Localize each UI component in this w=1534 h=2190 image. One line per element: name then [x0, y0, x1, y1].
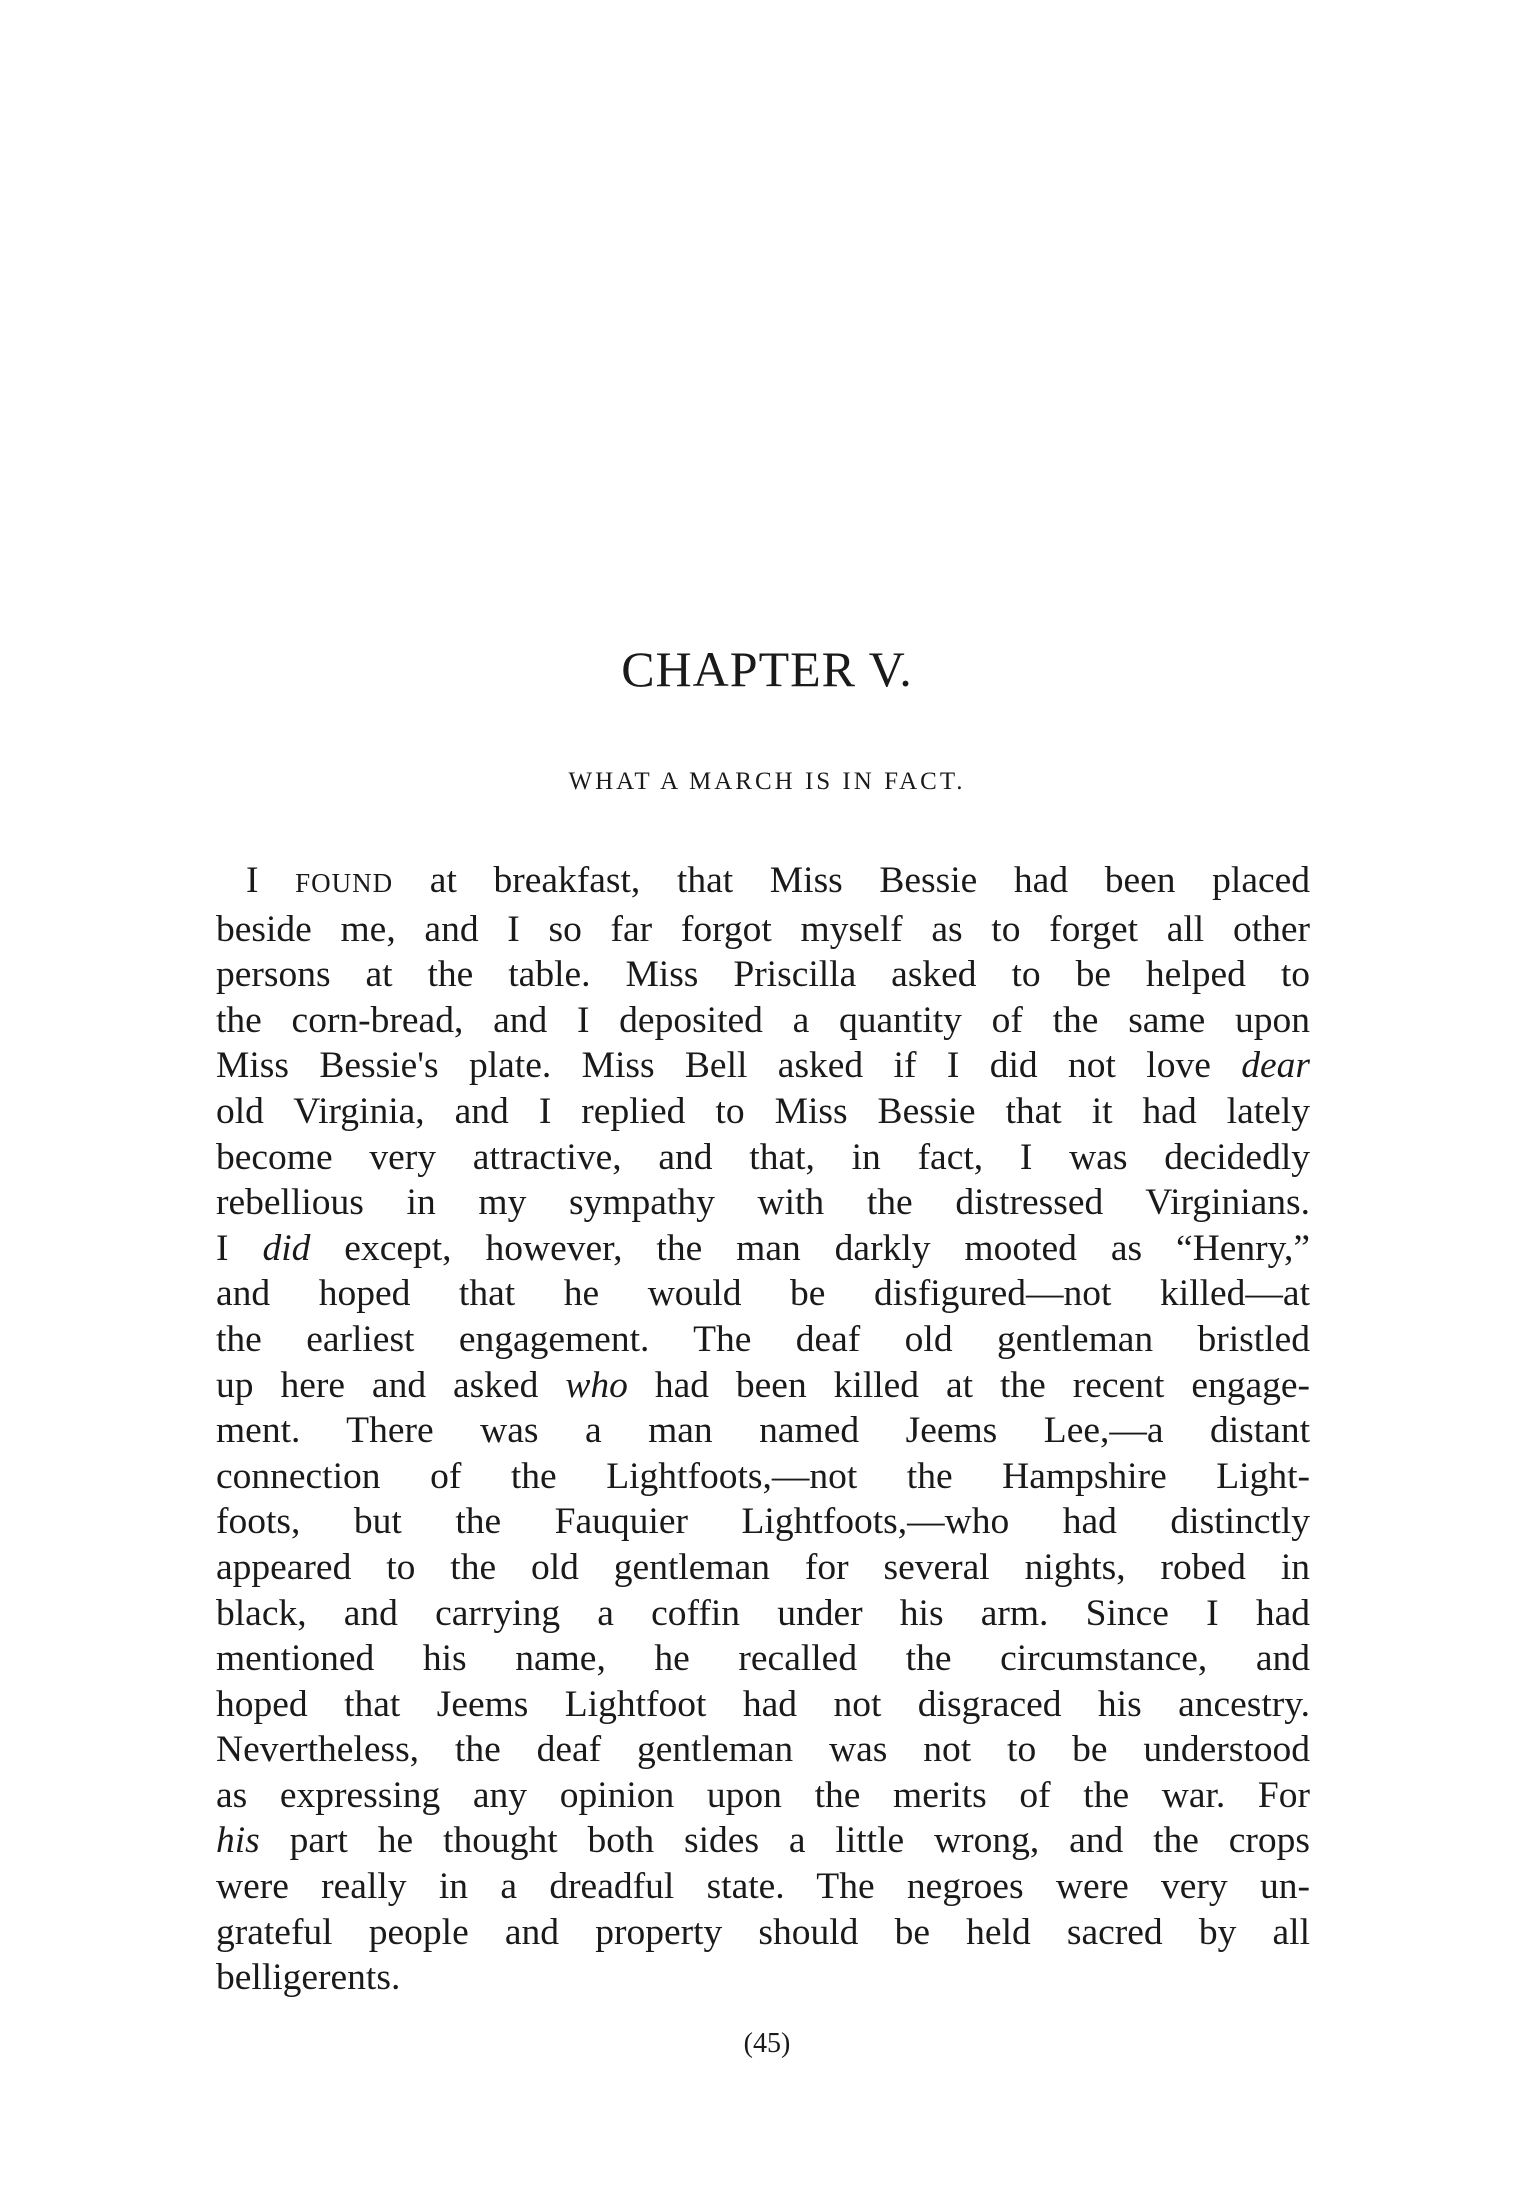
text-line: I did except, however, the man darkly mooted as “Henry,” [216, 1227, 1310, 1269]
text-line: the corn-bread, and I deposited a quantity of the same upon [216, 999, 1310, 1041]
text-line: become very attractive, and that, in fact, I was decidedly [216, 1136, 1310, 1178]
text-line: as expressing any opinion upon the merits of the war. For [216, 1774, 1310, 1816]
text-line: connection of the Lightfoots,—not the Hampshire Light- [216, 1455, 1310, 1497]
text-line: beside me, and I so far forgot myself as to forget all other [216, 908, 1310, 950]
text-line: and hoped that he would be disfigured—not killed—at [216, 1273, 1310, 1315]
text-line: were really in a dreadful state. The negroes were very un- [216, 1866, 1310, 1908]
chapter-subtitle: WHAT A MARCH IS IN FACT. [568, 768, 966, 795]
text-line: hoped that Jeems Lightfoot had not disgraced his ancestry. [216, 1683, 1310, 1725]
text-line: grateful people and property should be held sacred by all [216, 1911, 1310, 1953]
text-line: persons at the table. Miss Priscilla asked to be helped to [216, 954, 1310, 996]
text-line: rebellious in my sympathy with the distressed Virginians. [216, 1182, 1310, 1224]
text-line: Miss Bessie's plate. Miss Bell asked if I did not love dear [216, 1045, 1310, 1087]
chapter-title: CHAPTER V. [621, 641, 913, 697]
text-line: I FOUND at breakfast, that Miss Bessie had been placed [246, 860, 1310, 901]
text-line: ment. There was a man named Jeems Lee,—a distant [216, 1410, 1310, 1452]
text-line: Nevertheless, the deaf gentleman was not to be understood [216, 1729, 1310, 1771]
text-line: belligerents. [216, 1957, 401, 1999]
text-line: mentioned his name, he recalled the circumstance, and [216, 1638, 1310, 1680]
page-number: (45) [743, 2028, 791, 2059]
text-line: foots, but the Fauquier Lightfoots,—who had distinctly [216, 1501, 1310, 1543]
text-line: old Virginia, and I replied to Miss Bessie that it had lately [216, 1090, 1310, 1132]
text-line: up here and asked who had been killed at the recent engage- [216, 1364, 1310, 1406]
body-paragraph [216, 858, 1310, 2001]
text-line: the earliest engagement. The deaf old gentleman bristled [216, 1318, 1310, 1360]
text-line: appeared to the old gentleman for several nights, robed in [216, 1546, 1310, 1588]
text-line: black, and carrying a coffin under his arm. Since I had [216, 1592, 1310, 1634]
text-line: his part he thought both sides a little wrong, and the crops [216, 1820, 1310, 1862]
